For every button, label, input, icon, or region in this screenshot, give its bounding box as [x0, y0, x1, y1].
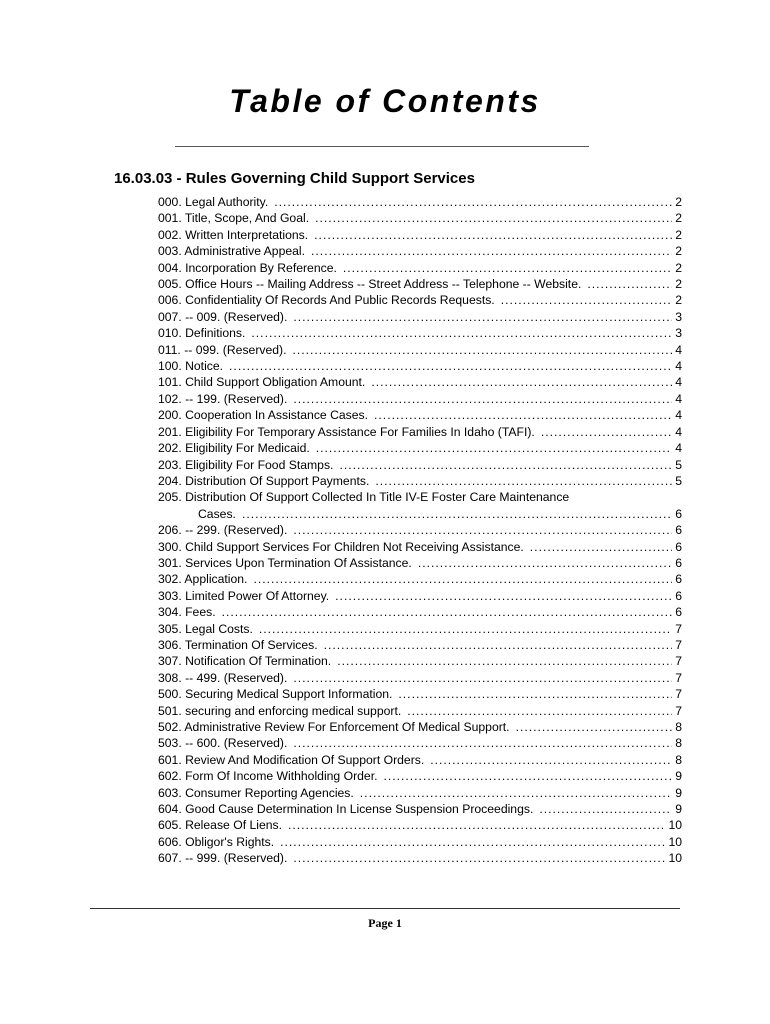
footer-divider [90, 908, 680, 909]
toc-entry-label: 200. Cooperation In Assistance Cases. [158, 408, 369, 423]
toc-entry-page: 7 [675, 621, 682, 636]
toc-entry-page: 9 [675, 785, 682, 800]
toc-entry-label-cont: Cases. [198, 506, 236, 521]
toc-entry-page: 2 [675, 244, 682, 259]
toc-entry-label: 002. Written Interpretations. [158, 227, 309, 242]
toc-entry-page: 10 [668, 818, 682, 833]
toc-entry [158, 374, 682, 390]
toc-entry [158, 342, 682, 358]
toc-leader-dots [418, 555, 672, 571]
toc-entry-label: 206. -- 299. (Reserved). [158, 523, 288, 538]
toc-entry [158, 260, 682, 276]
toc-entry-page: 7 [675, 637, 682, 652]
toc-entry [158, 276, 682, 292]
toc-leader-dots [274, 194, 672, 210]
toc-entry [158, 227, 682, 243]
toc-entry-label: 305. Legal Costs. [158, 621, 253, 636]
toc-entry-label: 603. Consumer Reporting Agencies. [158, 785, 354, 800]
toc-entry [158, 850, 682, 866]
toc-entry [158, 457, 682, 473]
toc-entry-page: 8 [675, 752, 682, 767]
toc-entry-page: 7 [675, 687, 682, 702]
toc-entry-label: 306. Termination Of Services. [158, 637, 318, 652]
toc-entry [158, 604, 682, 620]
toc-entry [158, 210, 682, 226]
toc-entry-label: 203. Eligibility For Food Stamps. [158, 457, 334, 472]
toc-entry-label: 501. securing and enforcing medical support. [158, 703, 402, 718]
toc-leader-dots [293, 735, 672, 751]
toc-entry-label: 300. Child Support Services For Children Not Receiving Assistance. [158, 539, 524, 554]
toc-leader-dots [293, 309, 672, 325]
toc-entry [158, 489, 682, 522]
toc-leader-dots [293, 850, 666, 866]
toc-entry-label: 204. Distribution Of Support Payments. [158, 473, 370, 488]
toc-entry [158, 407, 682, 423]
toc-entry [158, 768, 682, 784]
toc-entry [158, 555, 682, 571]
toc-entry-label: 011. -- 099. (Reserved). [158, 342, 287, 357]
toc-entry-continuation [158, 506, 682, 522]
toc-entry [158, 621, 682, 637]
toc-entry-page: 9 [675, 802, 682, 817]
title-divider [175, 146, 589, 147]
toc-entry-page: 2 [675, 195, 682, 209]
toc-entry-label: 201. Eligibility For Temporary Assistance For Families In Idaho (TAFI). [158, 424, 535, 439]
toc-entry-page: 6 [675, 605, 682, 620]
toc-entry [158, 424, 682, 440]
toc-leader-dots [539, 801, 672, 817]
toc-leader-dots [339, 457, 672, 473]
toc-entry-label: 303. Limited Power Of Attorney. [158, 588, 330, 603]
toc-entry-label: 010. Definitions. [158, 326, 246, 341]
toc-entry-label: 205. Distribution Of Support Collected In Title IV-E Foster Care Maintenance [158, 490, 570, 505]
toc-entry [158, 834, 682, 850]
toc-entry-page: 2 [675, 293, 682, 308]
toc-entry [158, 473, 682, 489]
toc-entry-page: 4 [675, 375, 682, 390]
toc-entry-page: 7 [675, 654, 682, 669]
toc-entry-page: 8 [675, 720, 682, 734]
toc-entry-page: 6 [675, 555, 682, 570]
toc-entry-page: 4 [675, 441, 682, 456]
toc-entry [158, 440, 682, 456]
toc-entry-page: 5 [675, 473, 682, 488]
toc-entry-page: 4 [675, 359, 682, 374]
toc-entry-label: 007. -- 009. (Reserved). [158, 309, 288, 324]
toc-entry-page: 10 [668, 834, 682, 849]
toc-entry [158, 358, 682, 374]
toc-entry-page: 8 [675, 736, 682, 751]
toc-leader-dots [315, 210, 672, 226]
toc-leader-dots [501, 292, 672, 308]
toc-leader-dots [242, 506, 672, 522]
toc-entry-label: 307. Notification Of Termination. [158, 654, 332, 669]
toc-entry-label: 003. Administrative Appeal. [158, 244, 306, 259]
toc-entry-page: 2 [675, 260, 682, 275]
toc-leader-dots [398, 686, 672, 702]
toc-entry-label: 604. Good Cause Determination In License Suspension Proceedings. [158, 802, 534, 817]
toc-leader-dots [293, 670, 672, 686]
toc-entry-label: 100. Notice. [158, 359, 224, 374]
toc-entry-label: 607. -- 999. (Reserved). [158, 851, 288, 866]
toc-leader-dots [430, 752, 672, 768]
page-number: Page 1 [368, 916, 402, 930]
toc-entry-label: 503. -- 600. (Reserved). [158, 736, 288, 751]
toc-leader-dots [229, 358, 672, 374]
toc-leader-dots [316, 440, 672, 456]
toc-entry-page: 6 [675, 539, 682, 554]
toc-leader-dots [314, 227, 672, 243]
toc-leader-dots [292, 342, 672, 358]
toc-leader-dots [587, 276, 672, 292]
toc-leader-dots [251, 325, 672, 341]
toc-leader-dots [288, 817, 666, 833]
toc-leader-dots [324, 637, 672, 653]
toc-leader-dots [253, 571, 672, 587]
toc-entry [158, 653, 682, 669]
toc-entry-page: 6 [675, 572, 682, 587]
toc-entry [158, 785, 682, 801]
toc-entry-label: 304. Fees. [158, 605, 216, 620]
toc-leader-dots [293, 391, 672, 407]
toc-entry [158, 686, 682, 702]
toc-leader-dots [343, 260, 672, 276]
toc-entry-label: 101. Child Support Obligation Amount. [158, 375, 366, 390]
toc-entry-page: 6 [675, 588, 682, 603]
toc-leader-dots [375, 473, 672, 489]
toc-entry [158, 801, 682, 817]
toc-leader-dots [530, 539, 672, 555]
toc-entry [158, 670, 682, 686]
toc-entry-label: 308. -- 499. (Reserved). [158, 670, 288, 685]
toc-entry [158, 391, 682, 407]
toc-entry-label: 006. Confidentiality Of Records And Public Records Requests. [158, 293, 495, 308]
toc-entry [158, 752, 682, 768]
toc-entry-label: 000. Legal Authority. [158, 195, 269, 209]
toc-leader-dots [337, 653, 672, 669]
toc-entry-page: 3 [675, 309, 682, 324]
toc-entry-label: 005. Office Hours -- Mailing Address -- Street Address -- Telephone -- Website. [158, 277, 582, 292]
toc-entry-page: 3 [675, 326, 682, 341]
toc-entry-label: 500. Securing Medical Support Information. [158, 687, 393, 702]
toc-entry-label: 001. Title, Scope, And Goal. [158, 211, 310, 226]
toc-leader-dots [259, 621, 672, 637]
toc-leader-dots [374, 407, 672, 423]
toc-entry [158, 309, 682, 325]
toc-entry [158, 325, 682, 341]
toc-entry-page: 4 [675, 424, 682, 439]
toc-entry-page: 2 [675, 211, 682, 226]
toc-entry-page: 7 [675, 670, 682, 685]
toc-entry [158, 588, 682, 604]
toc-leader-dots [293, 522, 672, 538]
toc-entry [158, 522, 682, 538]
toc-entry-page: 6 [675, 523, 682, 538]
toc-entry-page: 2 [675, 227, 682, 242]
toc-entry-page: 4 [675, 408, 682, 423]
toc-leader-dots [280, 834, 666, 850]
toc-leader-dots [335, 588, 672, 604]
toc-entry [158, 571, 682, 587]
toc-leader-dots [516, 719, 672, 735]
toc-leader-dots [311, 243, 672, 259]
toc-entry [158, 817, 682, 833]
toc-entry-page: 9 [675, 769, 682, 784]
toc-entry-label: 202. Eligibility For Medicaid. [158, 441, 310, 456]
toc-entry-page: 10 [668, 851, 682, 866]
toc-entry-label: 301. Services Upon Termination Of Assistance. [158, 555, 412, 570]
toc-entry [158, 719, 682, 735]
toc-leader-dots [360, 785, 672, 801]
toc-entry-page: 7 [675, 703, 682, 718]
toc-entry [158, 243, 682, 259]
toc-entry [158, 703, 682, 719]
toc-entry-label: 502. Administrative Review For Enforcement Of Medical Support. [158, 720, 510, 734]
toc-entry-label: 302. Application. [158, 572, 248, 587]
toc-entry-page: 4 [675, 342, 682, 357]
toc-entry-page: 2 [675, 277, 682, 292]
toc-leader-dots [407, 703, 672, 719]
toc-entry-page: 6 [675, 506, 682, 521]
toc-entry-label: 602. Form Of Income Withholding Order. [158, 769, 378, 784]
toc-entry-label: 004. Incorporation By Reference. [158, 260, 337, 275]
toc-leader-dots [371, 374, 672, 390]
toc-entry [158, 735, 682, 751]
toc-entry-label: 605. Release Of Liens. [158, 818, 282, 833]
toc-entry-label: 102. -- 199. (Reserved). [158, 391, 288, 406]
toc-entry-page: 5 [675, 457, 682, 472]
toc-entry-label: 601. Review And Modification Of Support Orders. [158, 752, 425, 767]
toc-entry-label: 606. Obligor's Rights. [158, 834, 275, 849]
toc-entry-page: 4 [675, 391, 682, 406]
toc-entry [158, 637, 682, 653]
document-title: Table of Contents [229, 83, 541, 119]
toc-entry [158, 539, 682, 555]
toc-list [158, 194, 682, 867]
toc-leader-dots [383, 768, 672, 784]
toc-entry [158, 292, 682, 308]
toc-entry [158, 194, 682, 210]
toc-leader-dots [222, 604, 672, 620]
chapter-heading: 16.03.03 - Rules Governing Child Support Services [114, 170, 475, 187]
toc-leader-dots [541, 424, 672, 440]
